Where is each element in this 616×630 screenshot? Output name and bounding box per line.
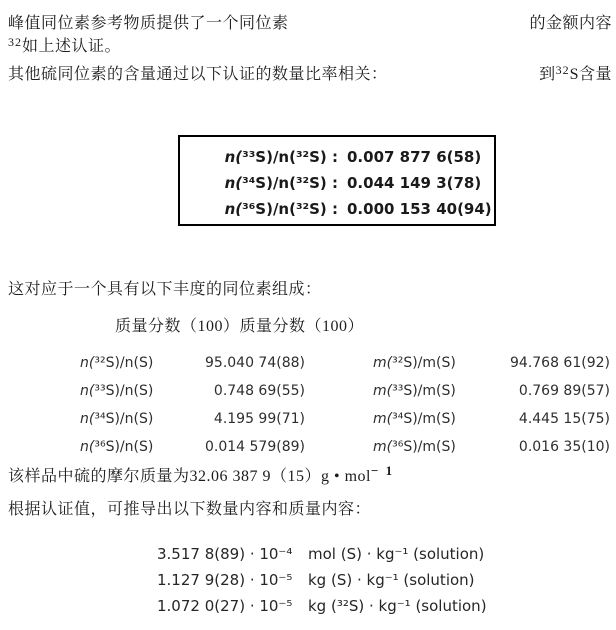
m-ratio-label: m(³⁴S)/m(S) bbox=[373, 411, 456, 427]
ratio-value: 0.007 877 6(58) bbox=[347, 148, 482, 166]
molar-mass-line bbox=[8, 463, 394, 486]
derived-value: 3.517 8(89) · 10⁻⁴ bbox=[157, 545, 293, 563]
m-ratio-value: 0.016 35(10) bbox=[518, 439, 610, 455]
ratio-label: n(³⁶S)/n(³²S) : bbox=[224, 200, 338, 218]
certified-ratio-box bbox=[178, 135, 496, 226]
ratio-row bbox=[180, 170, 494, 196]
ratio-row bbox=[180, 196, 494, 222]
superscript-32: 32 bbox=[8, 35, 22, 49]
intro-line3-right-suffix: S含量 bbox=[569, 66, 612, 83]
derived-value: 1.127 9(28) · 10⁻⁵ bbox=[157, 571, 293, 589]
n-ratio-label: n(³²S)/n(S) bbox=[80, 355, 154, 371]
molar-mass-exponent: − 1 bbox=[371, 463, 395, 478]
derived-row bbox=[157, 541, 487, 567]
intro-line2 bbox=[8, 33, 121, 56]
superscript-32: 32 bbox=[555, 63, 570, 77]
intro-line2-text: 如上述认证。 bbox=[22, 38, 122, 55]
derived-row bbox=[157, 593, 487, 619]
intro-line1-right: 的金额内容 bbox=[529, 15, 612, 32]
intro-line3-right-prefix: 到 bbox=[539, 66, 556, 83]
composition-header: 质量分数（100）质量分数（100） bbox=[115, 318, 365, 335]
m-ratio-value: 0.769 89(57) bbox=[518, 383, 610, 399]
ratio-value: 0.044 149 3(78) bbox=[347, 174, 482, 192]
n-ratio-label: n(³⁶S)/n(S) bbox=[80, 439, 154, 455]
molar-mass-text: 该样品中硫的摩尔质量为32.06 387 9（15）g • mol bbox=[8, 468, 371, 485]
ratio-value: 0.000 153 40(94) bbox=[347, 200, 492, 218]
m-ratio-value: 94.768 61(92) bbox=[510, 355, 610, 371]
n-ratio-value: 0.014 579(89) bbox=[205, 439, 305, 455]
ratio-label: n(³⁴S)/n(³²S) : bbox=[224, 174, 338, 192]
m-ratio-value: 4.445 15(75) bbox=[518, 411, 610, 427]
intro-line3 bbox=[8, 61, 612, 84]
m-ratio-label: m(³⁶S)/m(S) bbox=[373, 439, 456, 455]
intro-line3-right bbox=[539, 61, 612, 84]
n-ratio-label: n(³⁴S)/n(S) bbox=[80, 411, 154, 427]
n-ratio-value: 95.040 74(88) bbox=[205, 355, 305, 371]
derived-unit: kg (S) · kg⁻¹ (solution) bbox=[308, 571, 475, 589]
derived-unit: mol (S) · kg⁻¹ (solution) bbox=[308, 545, 485, 563]
m-ratio-label: m(³³S)/m(S) bbox=[373, 383, 456, 399]
intro-line3-left: 其他硫同位素的含量通过以下认证的数量比率相关： bbox=[8, 66, 388, 83]
derived-value: 1.072 0(27) · 10⁻⁵ bbox=[157, 597, 293, 615]
abundance-table bbox=[80, 349, 610, 461]
composition-intro: 这对应于一个具有以下丰度的同位素组成： bbox=[8, 281, 322, 298]
n-ratio-value: 4.195 99(71) bbox=[213, 411, 305, 427]
derived-row bbox=[157, 567, 487, 593]
derived-list bbox=[157, 541, 487, 619]
derived-unit: kg (³²S) · kg⁻¹ (solution) bbox=[308, 597, 487, 615]
derived-intro: 根据认证值，可推导出以下数量内容和质量内容： bbox=[8, 501, 372, 518]
ratio-row bbox=[180, 144, 494, 170]
intro-line1 bbox=[8, 10, 612, 33]
m-ratio-label: m(³²S)/m(S) bbox=[373, 355, 456, 371]
n-ratio-value: 0.748 69(55) bbox=[213, 383, 305, 399]
ratio-label: n(³³S)/n(³²S) : bbox=[224, 148, 338, 166]
n-ratio-label: n(³³S)/n(S) bbox=[80, 383, 154, 399]
intro-line1-left: 峰值同位素参考物质提供了一个同位素 bbox=[8, 15, 289, 32]
